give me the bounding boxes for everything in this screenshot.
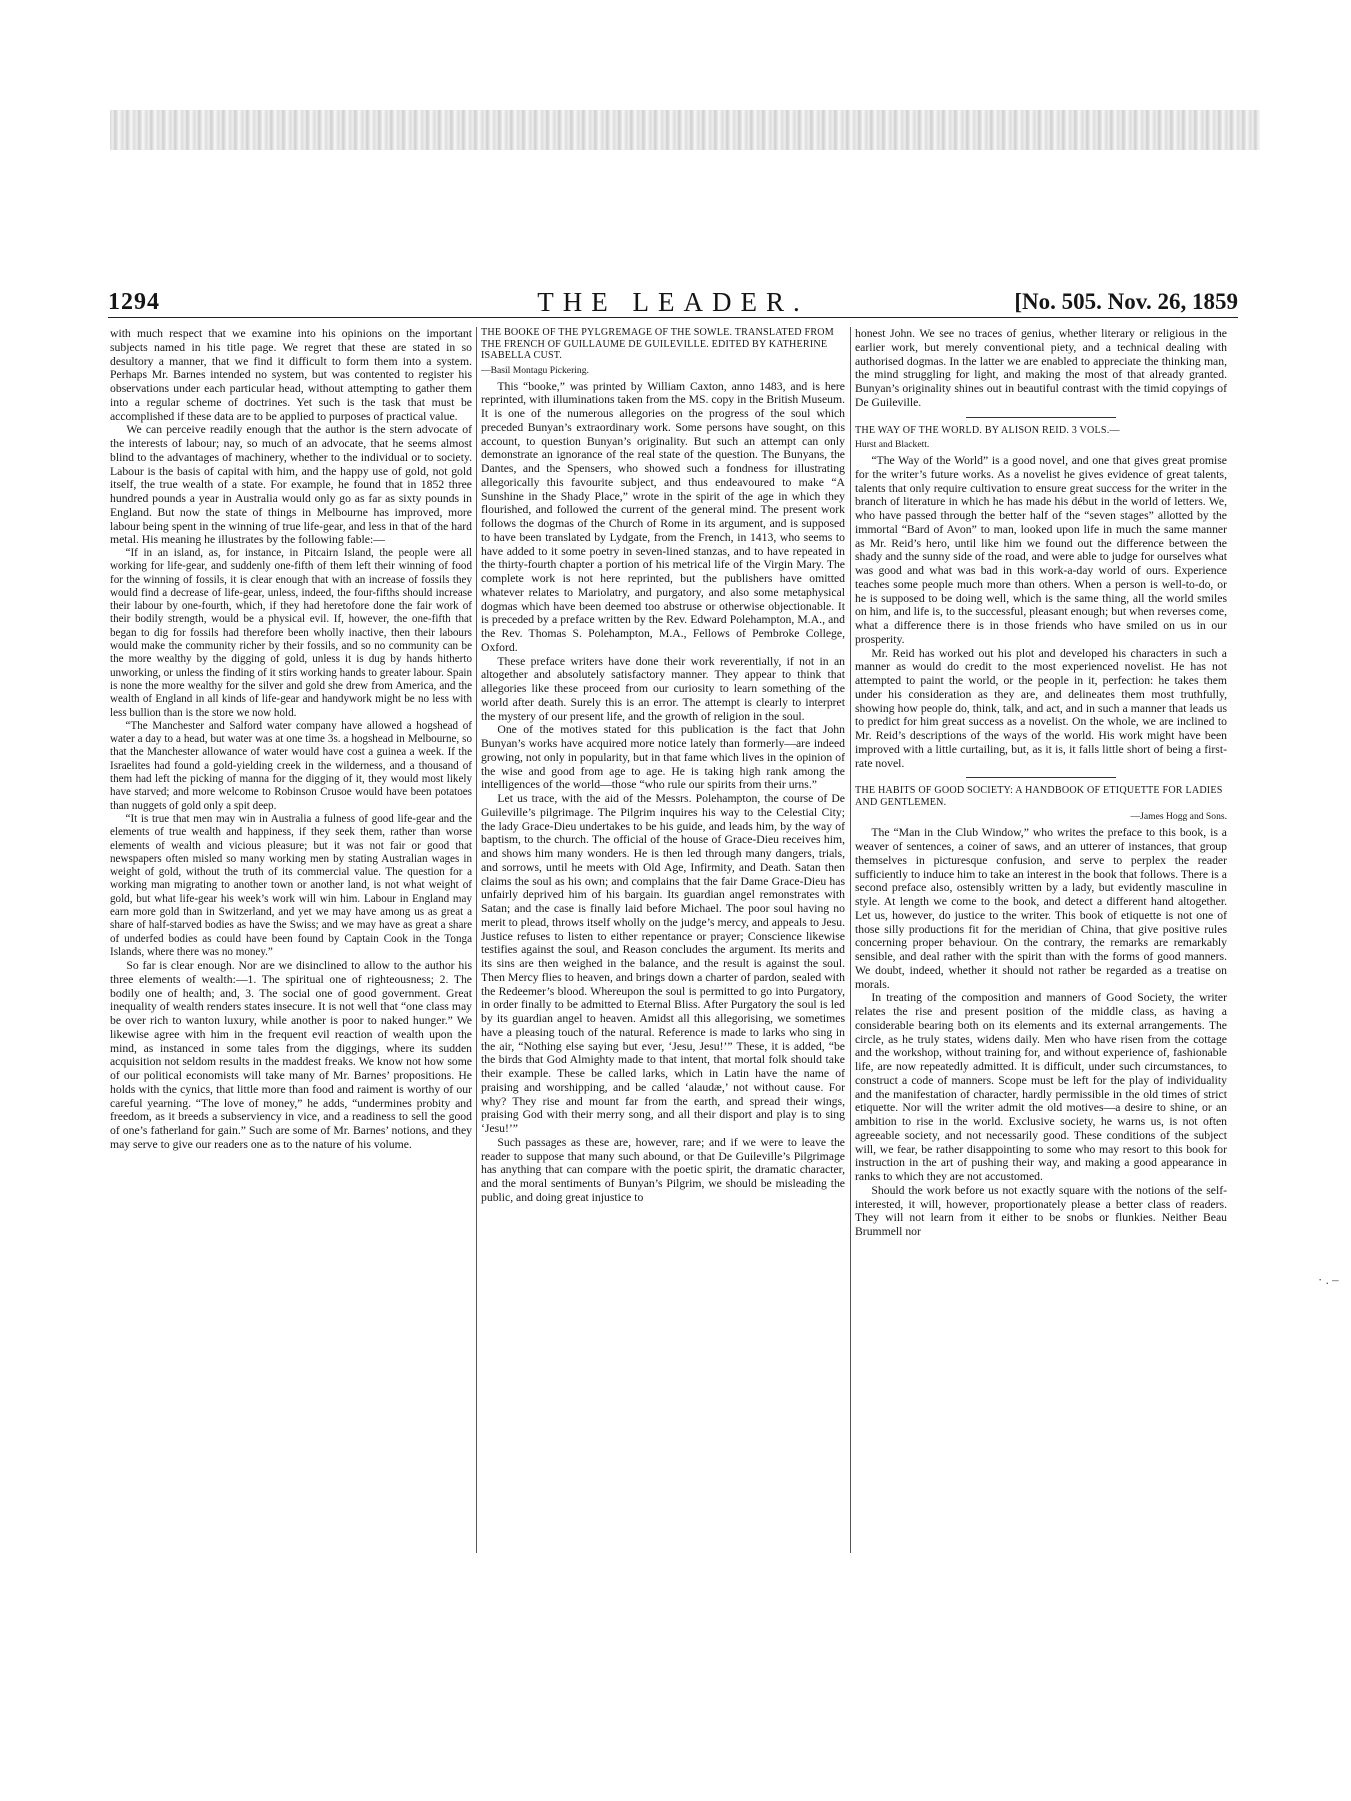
quoted-paragraph: “It is true that men may win in Australia a fulness of good life-gear and the elements of true wealth and happiness, if they seek them, rather than worse elements of wealth and vicious pleasure; but it was not fair or good that newspapers often misled so many working men by stating Australian wages in weight of gold, without the truth of its commercial value. The question for a working man migrating to another town or another land, is not what weight of gold, but what life-gear his week’s work will win him. Labour in England may earn more gold than in Switzerland, and yet we may have among us as great a share of half-starved bodies as have the Swiss; and we may have as great a share of underfed bodies as could have been found by Captain Cook in the Tonga Islands, where there was no money.” [110,812,472,958]
quoted-paragraph: “The Manchester and Salford water company have allowed a hogshead of water a day to a head, but water was at one time 3s. a hogshead in Melbourne, so that the Manchester allowance of water would have cost a guinea a week. If the Israelites had found a gold-yielding creek in the wilderness, and a thousand of them had left the picking of manna for the digging of it, they would most likely have starved; and more welcome to Robinson Crusoe would have been potatoes than nuggets of gold only a spit deep. [110,719,472,812]
paragraph: Let us trace, with the aid of the Messrs. Polehampton, the course of De Guileville’s pilgrimage. The Pilgrim inquires his way to the Celestial City; the lady Grace-Dieu undertakes to be his guide, and leads him, by the way of baptism, to the church. The official of the house of Grace-Dieu receives him, and shows him many wonders. He is then led through many dangers, trials, and sorrows, until he meets with Old Age, Infirmity, and Death. Satan then claims the soul as his own; and complains that the fair Dame Grace-Dieu has unfairly deprived him of his bargain. Its guardian angel remonstrates with Satan; and the case is finally laid before Michael. The poor soul having no merit to plead, throws itself wholly on the judge’s mercy, and appeals to Jesu. Justice refuses to listen to either repentance or prayer; Conscience likewise testifies against the soul, and Reason concludes the argument. Its merits and its sins are then weighed in the balance, and the result is against the soul. Then Mercy flies to heaven, and brings down a charter of pardon, sealed with the Redeemer’s blood. Whereupon the soul is permitted to go into Purgatory, in order finally to be admitted to Eternal Bliss. After Purgatory the soul is led by its guardian angel to heaven. Amidst all this allegorising, we sometimes have a pleasing touch of the natural. Reference is made to larks who sing in the air, “Nothing else saying but ever, ‘Jesu, Jesu!’” These, it is added, “be the birds that God Almighty made to that intent, that mortal folk should take their example. These be called larks, which in Latin have the name of praising and worshipping, and be called ‘alaudæ,’ not without cause. For why? They rise and mount far from the earth, and spread their wings, praising God with their merry song, and all their disport and play is to sing ‘Jesu!’” [481,792,845,1135]
masthead-title: THE LEADER. [537,287,809,317]
paragraph: In treating of the composition and manners of Good Society, the writer relates the rise and present position of the middle class, as having a considerable bearing both on its elements and its external arrangements. The circle, as he truly states, widens daily. Men who have risen from the cottage and the workshop, without training for, and without experience of, fashionable life, are now repeatedly admitted. It is difficult, under such circumstances, to construct a code of manners. Scope must be left for the play of individuality and the manifestation of character, hardly permissible in the old times of strict etiquette. Nor will the writer admit the old motives—a desire to shine, or an ambition to rise in the world. Exclusive society, he warns us, is not often agreeable society, and not necessarily good. These conditions of the subject will, we fear, be rather disappointing to some who may resort to this book for instruction in the art of pushing their way, and making a good appearance in ranks to which they are not accustomed. [855,991,1227,1183]
column-left [110,327,472,1552]
review-heading: THE BOOKE OF THE PYLGREMAGE OF THE SOWLE. TRANSLATED FROM THE FRENCH OF GUILLAUME DE GUILEVILLE. EDITED BY KATHERINE ISABELLA CUST. [481,327,834,361]
scanned-page-edge [110,110,1260,150]
column-right [855,327,1227,1552]
paragraph: Should the work before us not exactly square with the notions of the self-interested, it will, however, proportionately please a better class of readers. They will not learn from it either to be snobs or flunkies. Neither Beau Brummell nor [855,1183,1227,1238]
section-separator [966,417,1116,418]
margin-mark: · . – [1318,1272,1339,1287]
paragraph: “The Way of the World” is a good novel, and one that gives great promise for the writer’s future works. As a novelist he gives evidence of great talents, talents that only require cultivation to ensure great success for the writer in the branch of literature in which he has made his début in the world of letters. We, who have passed through the better half of the “seven stages” allotted by the immortal “Bard of Avon” to man, looked upon life in much the same manner as Mr. Reid’s hero, until like him we found out the difference between the shady and the sunny side of the road, and were able to judge for ourselves what was good and what was bad in this work-a-day world of ours. Experience teaches some people much more than others. When a person is well-to-do, or he is supposed to be doing well, which is the same thing, all the world smiles on him, and life is, to the successful, pleasant enough; but when reverses come, what a difference there is in those friends who have smiled on us in our prosperity. [855,454,1227,646]
review-heading: THE HABITS OF GOOD SOCIETY: A HANDBOOK OF ETIQUETTE FOR LADIES AND GENTLEMEN. [855,785,1223,808]
review-heading: THE WAY OF THE WORLD. BY ALISON REID. 3 VOLS.— [855,424,1120,436]
paragraph: So far is clear enough. Nor are we disinclined to allow to the author his three elements of wealth:—1. The spiritual one of righteousness; 2. The bodily one of health; and, 3. The social one of good government. Great inequality of wealth renders states insecure. It is not well that “one class may be over rich to wanton luxury, while another is poor to naked hunger.” We likewise agree with him in the frequent evil reaction of wealth upon the mind, as instanced in some tales from the diggings, where its sudden acquisition not seldom results in the maddest freaks. We know not how some of our political economists will take many of Mr. Barnes’ propositions. He holds with the cynics, that little more than food and raiment is worthy of our careful yearning. “The love of money,” he adds, “undermines probity and freedom, as it breeds a subserviency in vice, and a readiness to sell the good of one’s fatherland for gain.” Such are some of Mr. Barnes’ notions, and they may serve to give our readers one as to the nature of his volume. [110,959,472,1151]
page-header [108,285,1238,318]
paragraph: One of the motives stated for this publication is the fact that John Bunyan’s works have acquired more notice lately than formerly—are indeed growing, not only in popularity, but in that fame which lives in the opinion of the wise and good from age to age. He is taking high rank among the intelligences of the world—those “who rule our spirits from their urns.” [481,723,845,792]
paragraph: These preface writers have done their work reverentially, if not in an altogether and absolutely satisfactory manner. They appear to think that allegories like these proceed from our curiosity to learn something of the world after death. Surely this is an error. The attempt is clearly to interpret the mystery of our present life, and the growth of religion in the soul. [481,654,845,723]
paragraph: Such passages as these are, however, rare; and if we were to leave the reader to suppose that many such abound, or that De Guileville’s Pilgrimage has anything that can compare with the poetic spirit, the dramatic character, and the moral sentiments of Bunyan’s Pilgrim, we should be misleading the public, and doing great injustice to [481,1135,845,1204]
issue-number-date: [No. 505. Nov. 26, 1859 [1014,289,1238,314]
publisher-line: Hurst and Blackett. [855,439,930,450]
paragraph: The “Man in the Club Window,” who writes the preface to this book, is a weaver of sentences, a coiner of saws, and an utterer of instances, that group themselves in picturesque confusion, and serve to perplex the reader sufficiently to induce him to take an interest in the book that follows. There is a second preface also, ostensibly written by a lady, but evidently masculine in style. At length we come to the book, and detect a different hand altogether. Let us, however, do justice to the writer. This book of etiquette is not one of those silly productions fit for the meridian of China, that give positive rules concerning proper behaviour. On the contrary, the remarks are remarkably sensible, and deal rather with the spirit than with the forms of good manners. We doubt, indeed, whether it should not rather be regarded as a treatise on morals. [855,826,1227,991]
quoted-paragraph: “If in an island, as, for instance, in Pitcairn Island, the people were all working for life-gear, and suddenly one-fifth of them left their winning of food for the winning of fossils, it is clear enough that with an increase of fossils they would find a decrease of life-gear, unless, indeed, the four-fifths should increase their labour by one-fourth, which, if they had heretofore done the fair work of their bodily strength, would be a physical evil. If, however, the one-fifth that began to dig for fossils had therefore been wholly inactive, then their labours would make the community richer by their fossils, and so no community can be the more wealthy by the digging of gold, unless it is dug by hands hitherto unworking, or unless the finding of it stirs working hands to greater labour. Spain is none the more wealthy for the silver and gold she drew from America, and the wealth of England in all kinds of life-gear and handywork might be no less with less bullion than is the store we now hold. [110,547,472,719]
paragraph: We can perceive readily enough that the author is the stern advocate of the interests of labour; nay, so much of an advocate, that he seems almost blind to the advantages of machinery, whether to the individual or to society. Labour is the basis of capital with him, and the happy use of gold, not gold itself, the true wealth of a state. For example, he found that in 1852 three hundred pounds a year in Australia would only go as far as sixty pounds in England. But now the state of things in Melbourne has improved, more labour being spent in the winning of true life-gear, and less in that of the hard metal. His meaning he illustrates by the following fable:— [110,423,472,547]
publisher-line: —Basil Montagu Pickering. [481,364,589,376]
column-rule [476,327,477,1553]
section-separator [966,777,1116,778]
paragraph: with much respect that we examine into his opinions on the important subjects named in his title page. We regret that these are stated in so desultory a manner, that we find it difficult to form them into a system. Perhaps Mr. Barnes intended no system, but was contented to register his observations under each particular head, without attempting to gather them into a regular scheme of doctrines. Yet such is the task that must be accomplished if these data are to be applied to purposes of practical value. [110,327,472,423]
paragraph: This “booke,” was printed by William Caxton, anno 1483, and is here reprinted, with illuminations taken from the MS. copy in the British Museum. It is one of the numerous allegories on the progress of the soul which preceded Bunyan’s extraordinary work. Some persons have sought, on this account, to question Bunyan’s originality. But such an attempt can only demonstrate an ignorance of the real state of the question. The Bunyans, the Dantes, and the Spensers, who showed such a fondness for illustrating allegorically this favourite subject, and thus endeavoured to make “A Sunshine in the Shady Place,” wrote in the spirit of the age in which they flourished, and followed the current of the general mind. The present work follows the dogmas of the Church of Rome in its argument, and is supposed to have been translated by Lydgate, from the French, in 1413, who seems to have added to it some poetry in seven-lined stanzas, and to have repeated in the thirty-fourth chapter a portion of his metrical life of the Virgin Mary. The complete work is not here reprinted, but the publishers have omitted whatever relates to Mariolatry, and purgatory, and also some metaphysical dogmas which have been deemed too abstruse or otherwise objectionable. It is preceded by a preface written by the Rev. Edward Polehampton, M.A., and the Rev. Thomas S. Polehampton, M.A., Fellows of Pembroke College, Oxford. [481,379,845,654]
column-rule [850,327,851,1553]
column-middle [481,327,845,1552]
paragraph: Mr. Reid has worked out his plot and developed his characters in such a manner as would do credit to the most experienced novelist. He has not attempted to paint the world, or the people in it, perfection: he takes them under his consideration as they are, and delineates them most truthfully, showing how people do, think, talk, and act, and in such a manner that leads us to predict for him great success as a novelist. On the whole, we are inclined to Mr. Reid’s descriptions of the ways of the world. His work might have been improved with a little curtailing, but, as it is, it falls little short of being a first-rate novel. [855,646,1227,770]
paragraph: honest John. We see no traces of genius, whether literary or religious in the earlier work, but merely conventional piety, and a technical dealing with authorised dogmas. In the latter we are enabled to appreciate the thinking man, the mind struggling for light, and making the most of that already granted. Bunyan’s originality shines out in beautiful contrast with the timid copyings of De Guileville. [855,327,1227,409]
page-number: 1294 [108,289,160,315]
publisher-line: —James Hogg and Sons. [1130,811,1227,823]
